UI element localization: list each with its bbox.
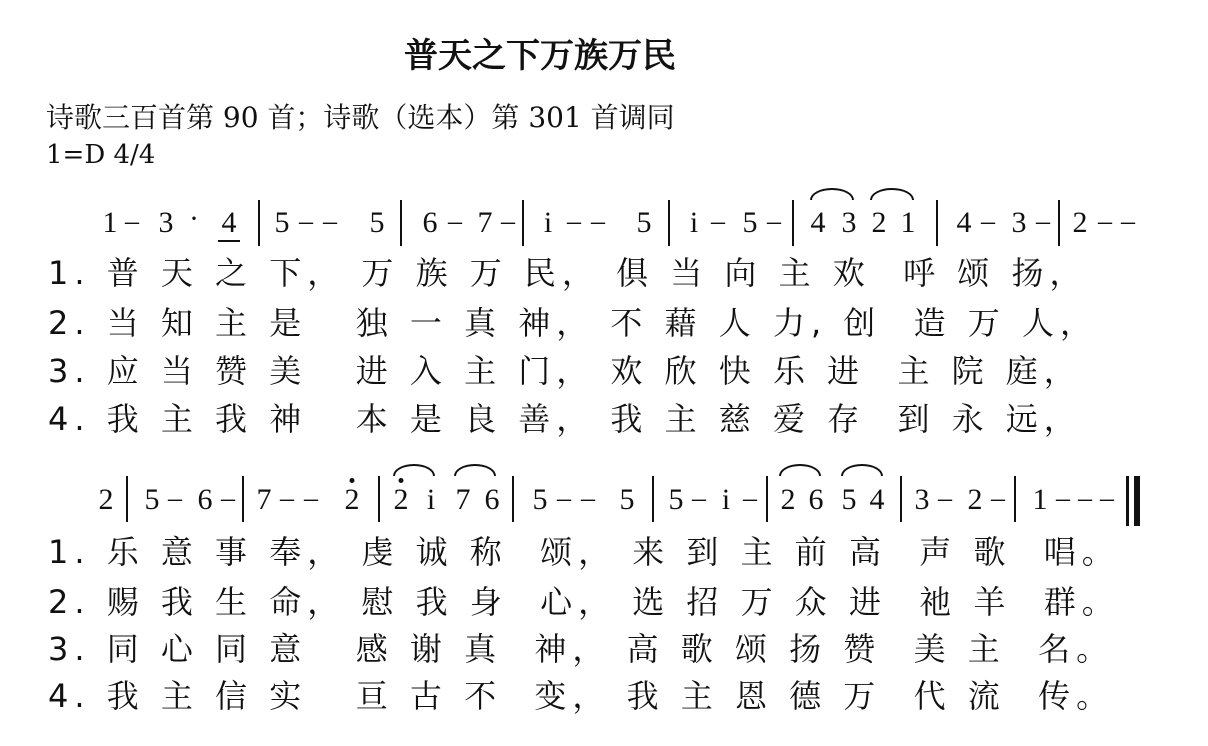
note: i: [689, 206, 699, 239]
lyric-line-3: 3. 应 当 赞 美 进 入 主 门， 欢 欣 快 乐 进 主 院 庭，: [48, 352, 1082, 390]
lyric-line-2: 2. 赐 我 生 命， 慰 我 身 心， 选 招 万 众 进 祂 羊 群。: [48, 583, 1120, 621]
note: 6: [197, 483, 213, 516]
bar-line: [766, 476, 768, 522]
note: –: [743, 483, 757, 514]
note: –: [1100, 483, 1114, 514]
note: 4: [869, 483, 885, 516]
note: –: [692, 483, 706, 514]
note: 7: [477, 206, 493, 239]
note: 2: [967, 483, 983, 516]
note: 1: [900, 206, 916, 239]
note: i: [426, 483, 436, 516]
note: 3: [841, 206, 857, 239]
lyric-line-1: 1. 普 天 之 下， 万 族 万 民， 俱 当 向 主 欢 呼 颂 扬，: [48, 254, 1088, 292]
bar-line: [900, 476, 902, 522]
note: –: [501, 206, 515, 237]
note: 3: [1011, 206, 1027, 239]
note: 5: [619, 483, 635, 516]
note: –: [1121, 206, 1135, 237]
note: 1: [102, 206, 118, 239]
note: 2: [98, 483, 114, 516]
octave-dot: [350, 478, 355, 483]
note: 4: [221, 206, 237, 239]
note: 4: [810, 206, 826, 239]
note: 5: [274, 206, 290, 239]
bar-line: [126, 476, 128, 522]
lyric-line-2: 2. 当 知 主 是 独 一 真 神， 不 藉 人 力, 创 造 万 人，: [48, 304, 1098, 342]
note: –: [323, 206, 337, 237]
note: 6: [808, 483, 824, 516]
note: –: [711, 206, 725, 237]
note: 4: [956, 206, 972, 239]
bar-line: [1014, 476, 1016, 522]
note: 5: [841, 483, 857, 516]
slur: [841, 464, 883, 476]
note: i: [721, 483, 731, 516]
note: 5: [668, 483, 684, 516]
bar-line: [512, 476, 514, 522]
note: 5: [636, 206, 652, 239]
note: 7: [256, 483, 272, 516]
slur: [454, 464, 496, 476]
note: –: [304, 483, 318, 514]
note: –: [168, 483, 182, 514]
note: 6: [484, 483, 500, 516]
key-signature: 1=D 4/4: [46, 140, 156, 170]
note: 5: [144, 483, 160, 516]
note: 5: [742, 206, 758, 239]
octave-dot: [399, 478, 404, 483]
page-title: 普天之下万族万民: [404, 36, 676, 76]
note: –: [1078, 483, 1092, 514]
note: 2: [344, 483, 360, 516]
note: 2: [393, 483, 409, 516]
note: –: [567, 206, 581, 237]
bar-line: [652, 476, 654, 522]
note: ·: [189, 202, 199, 235]
final-barline-thin: [1126, 476, 1129, 526]
note: i: [543, 206, 553, 239]
note: –: [991, 483, 1005, 514]
note: –: [1056, 483, 1070, 514]
final-barline-thick: [1134, 476, 1140, 526]
note: –: [448, 206, 462, 237]
note: 2: [780, 483, 796, 516]
note: –: [1036, 206, 1050, 237]
note: –: [125, 206, 139, 237]
slur: [779, 464, 821, 476]
note: –: [221, 483, 235, 514]
note: 7: [455, 483, 471, 516]
note: –: [981, 206, 995, 237]
note: 5: [369, 206, 385, 239]
note: 3: [158, 206, 174, 239]
hymn-reference: 诗歌三百首第 90 首；诗歌（选本）第 301 首调同: [46, 101, 675, 134]
note: –: [591, 206, 605, 237]
note: –: [557, 483, 571, 514]
note: 3: [914, 483, 930, 516]
bar-line: [378, 476, 380, 522]
bar-line: [242, 476, 244, 522]
note: –: [299, 206, 313, 237]
note: –: [280, 483, 294, 514]
lyric-line-4: 4. 我 主 信 实 亘 古 不 变， 我 主 恩 德 万 代 流 传。: [48, 677, 1115, 715]
lyric-line-4: 4. 我 主 我 神 本 是 良 善， 我 主 慈 爱 存 到 永 远，: [48, 400, 1082, 438]
note: –: [1098, 206, 1112, 237]
note: 1: [1032, 483, 1048, 516]
lyric-line-1: 1. 乐 意 事 奉， 虔 诚 称 颂， 来 到 主 前 高 声 歌 唱。: [48, 533, 1120, 571]
lyric-line-3: 3. 同 心 同 意 感 谢 真 神， 高 歌 颂 扬 赞 美 主 名。: [48, 630, 1115, 668]
note: 5: [532, 483, 548, 516]
note: –: [767, 206, 781, 237]
note: –: [581, 483, 595, 514]
note: 6: [422, 206, 438, 239]
note: 2: [871, 206, 887, 239]
slur: [393, 464, 435, 476]
note: 2: [1072, 206, 1088, 239]
note: –: [938, 483, 952, 514]
